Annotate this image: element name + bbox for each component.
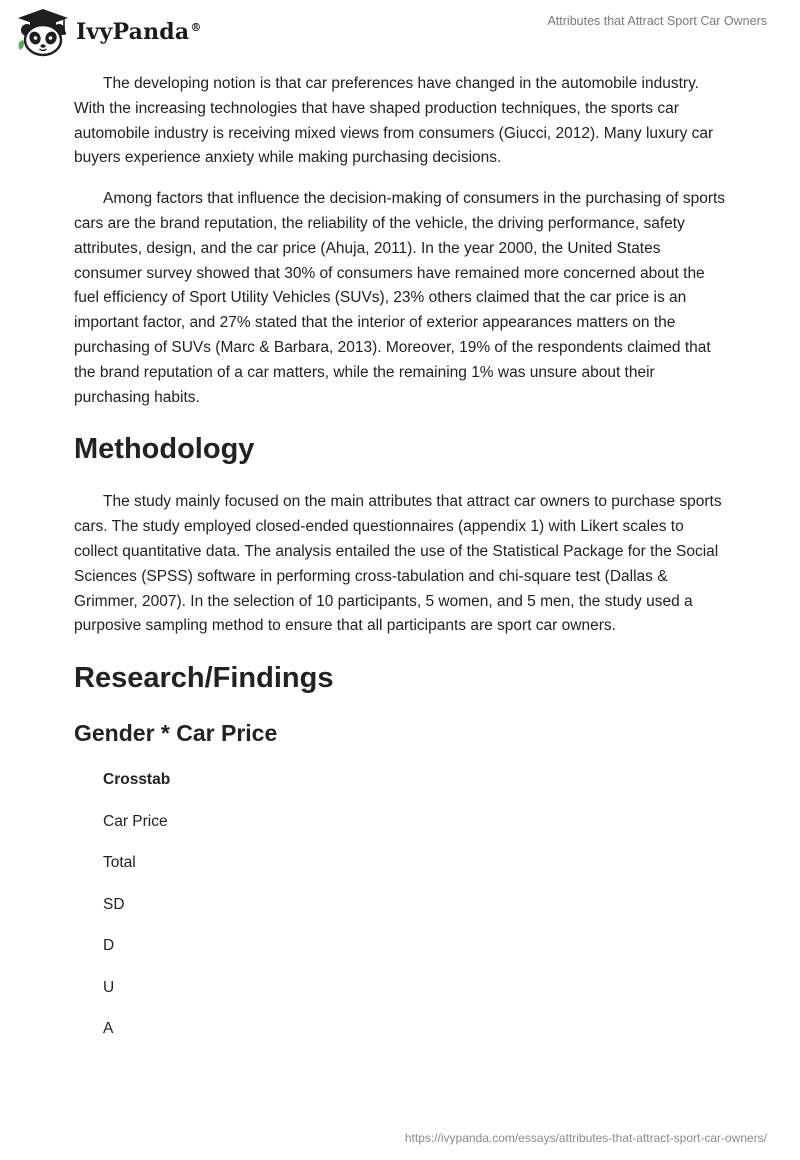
panda-logo-icon [14,6,72,58]
brand-name: IvyPanda® [76,19,202,45]
page-header [0,0,800,62]
crosstab-block [103,771,726,1062]
methodology-paragraph: The study mainly focused on the main attributes that attract car owners to purchase sports cars. The study employed closed-ended questionnaires (appendix 1) with Likert scales to collect quantitative data. The analysis entailed the use of the Statistical Package for the Social Sciences (SPSS) software in performing cross-tabulation and chi-square test (Dallas & Grimmer, 2007). In the selection of 10 participants, 5 women, and 5 men, the study used a purposive sampling method to ensure that all participants are sport car owners. [74,493,722,635]
crosstab-item: A [103,1020,114,1038]
findings-heading: Research/Findings [74,662,334,695]
site-logo[interactable] [14,6,202,58]
crosstab-item: SD [103,895,125,913]
crosstab-item: U [103,978,115,996]
source-url[interactable]: https://ivypanda.com/essays/attributes-that-attract-sport-car-owners/ [404,1131,767,1145]
intro-paragraph-2: Among factors that influence the decision-making of consumers in the purchasing of sports cars are the brand reputation, the reliability of the vehicle, the driving performance, safety attributes, design, and the car price (Ahuja, 2011). In the year 2000, the United States consumer survey showed that 30% of consumers have remained more concerned about the fuel efficiency of Sport Utility Vehicles (SUVs), 23% others claimed that the car price is an important factor, and 27% stated that the interior of exterior appearances matters on the purchasing of SUVs (Marc & Barbara, 2013). Moreover, 19% of the respondents claimed that the brand reputation of a car matters, while the remaining 1% was unsure about their purchasing habits. [74,190,726,406]
crosstab-title: Crosstab [103,771,171,789]
running-title: Attributes that Attract Sport Car Owners [547,14,767,28]
crosstab-item: Car Price [103,812,168,830]
gender-car-price-subheading: Gender * Car Price [74,720,278,747]
essay-content [74,72,726,1062]
registered-mark: ® [190,20,202,34]
methodology-heading: Methodology [74,433,255,466]
crosstab-item: D [103,937,115,955]
crosstab-item: Total [103,854,136,872]
intro-paragraph-1: The developing notion is that car preferences have changed in the automobile industry. With the increasing technologies that have shaped production techniques, the sports car automobile industry is receiving mixed views from consumers (Giucci, 2012). Many luxury car buyers experience anxiety while making purchasing decisions. [74,75,714,167]
